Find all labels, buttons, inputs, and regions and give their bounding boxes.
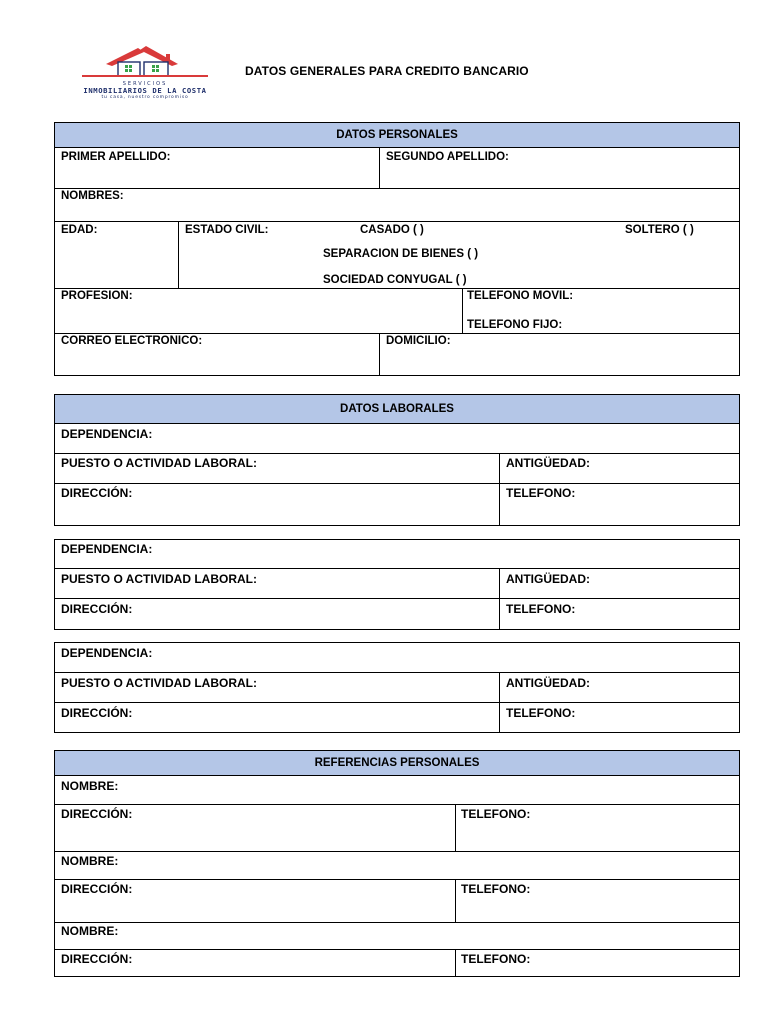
employment-table-2 xyxy=(54,539,740,630)
segundo-apellido-label: SEGUNDO APELLIDO: xyxy=(386,151,509,163)
company-logo xyxy=(78,44,212,116)
house-roof-icon xyxy=(78,44,212,84)
primer-apellido-label: PRIMER APELLIDO: xyxy=(61,151,171,163)
puesto-label: PUESTO O ACTIVIDAD LABORAL: xyxy=(61,676,258,690)
reference-nombre-label: NOMBRE: xyxy=(61,779,119,793)
employment-table-3 xyxy=(54,642,740,733)
telefono-movil-label: TELEFONO MOVIL: xyxy=(467,290,574,302)
profesion-label: PROFESION: xyxy=(61,290,133,302)
document-title: DATOS GENERALES PARA CREDITO BANCARIO xyxy=(245,64,529,78)
reference-direccion-label: DIRECCIÓN: xyxy=(61,952,133,966)
reference-telefono-label: TELEFONO: xyxy=(461,952,531,966)
telefono-label: TELEFONO: xyxy=(506,602,576,616)
reference-nombre-label: NOMBRE: xyxy=(61,854,119,868)
references-table xyxy=(54,750,740,977)
antiguedad-label: ANTIGÜEDAD: xyxy=(506,572,590,586)
reference-telefono-label: TELEFONO: xyxy=(461,807,531,821)
reference-telefono-label: TELEFONO: xyxy=(461,882,531,896)
telefono-label: TELEFONO: xyxy=(506,486,576,500)
direccion-label: DIRECCIÓN: xyxy=(61,486,133,500)
reference-direccion-label: DIRECCIÓN: xyxy=(61,882,133,896)
telefono-label: TELEFONO: xyxy=(506,706,576,720)
telefono-fijo-label: TELEFONO FIJO: xyxy=(467,319,563,331)
correo-label: CORREO ELECTRONICO: xyxy=(61,335,203,347)
direccion-label: DIRECCIÓN: xyxy=(61,602,133,616)
puesto-label: PUESTO O ACTIVIDAD LABORAL: xyxy=(61,456,258,470)
references-header: REFERENCIAS PERSONALES xyxy=(55,751,739,776)
separacion-bienes-option[interactable]: SEPARACION DE BIENES ( ) xyxy=(323,248,479,260)
dependencia-label: DEPENDENCIA: xyxy=(61,646,153,660)
sociedad-conyugal-option[interactable]: SOCIEDAD CONYUGAL ( ) xyxy=(323,274,467,286)
casado-option[interactable]: CASADO ( ) xyxy=(360,224,424,236)
edad-label: EDAD: xyxy=(61,224,98,236)
logo-text-slogan: tu casa, nuestro compromiso xyxy=(101,95,189,100)
personal-data-table xyxy=(54,122,740,376)
antiguedad-label: ANTIGÜEDAD: xyxy=(506,676,590,690)
reference-nombre-label: NOMBRE: xyxy=(61,924,119,938)
logo-text-company: INMOBILIARIOS DE LA COSTA xyxy=(83,86,207,95)
domicilio-label: DOMICILIO: xyxy=(386,335,451,347)
personal-data-header: DATOS PERSONALES xyxy=(55,123,739,148)
dependencia-label: DEPENDENCIA: xyxy=(61,427,153,441)
nombres-label: NOMBRES: xyxy=(61,190,124,202)
employment-table-1 xyxy=(54,394,740,526)
employment-header: DATOS LABORALES xyxy=(55,395,739,424)
puesto-label: PUESTO O ACTIVIDAD LABORAL: xyxy=(61,572,258,586)
dependencia-label: DEPENDENCIA: xyxy=(61,542,153,556)
estado-civil-label: ESTADO CIVIL: xyxy=(185,224,269,236)
soltero-option[interactable]: SOLTERO ( ) xyxy=(625,224,694,236)
antiguedad-label: ANTIGÜEDAD: xyxy=(506,456,590,470)
direccion-label: DIRECCIÓN: xyxy=(61,706,133,720)
reference-direccion-label: DIRECCIÓN: xyxy=(61,807,133,821)
logo-text-servicios: SERVICIOS xyxy=(122,81,168,87)
